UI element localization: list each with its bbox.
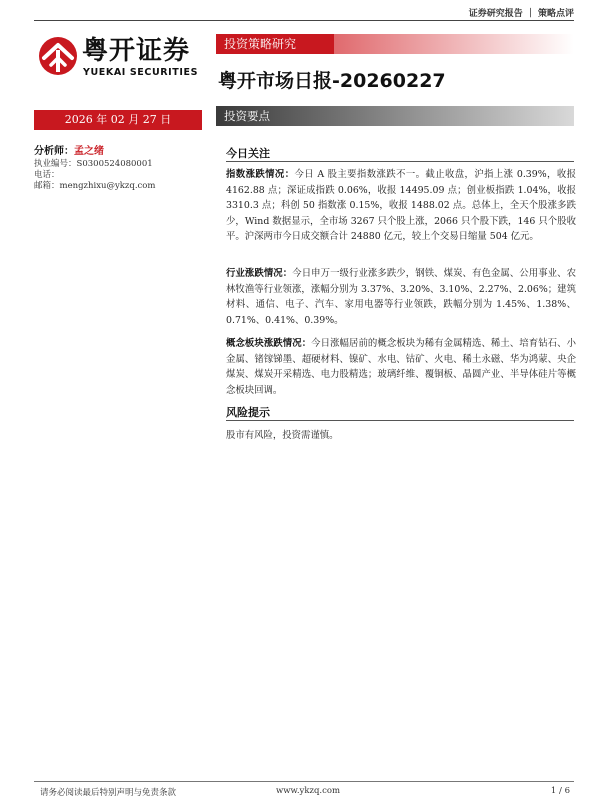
paragraph-concept — [226, 336, 576, 398]
analyst-name-label: 分析师： — [34, 146, 74, 157]
footer-disclaimer: 请务必阅读最后特别声明与免责条款 — [40, 788, 177, 798]
analyst-license: S0300524080001 — [76, 159, 153, 169]
index-lead: 指数涨跌情况： — [226, 169, 295, 180]
logo-text-cn: 粤开证券 — [82, 36, 191, 66]
concept-lead: 概念板块涨跌情况： — [226, 338, 312, 349]
analyst-email-line — [34, 181, 204, 192]
category-banner-fade — [334, 34, 574, 54]
category-banner: 投资策略研究 — [216, 34, 334, 54]
analyst-phone-label: 电话： — [34, 170, 60, 180]
header-divider — [34, 20, 574, 21]
paragraph-industry — [226, 266, 576, 328]
analyst-phone-line — [34, 170, 204, 181]
analyst-license-label: 执业编号： — [34, 159, 77, 169]
paragraph-index — [226, 167, 576, 245]
footer-divider — [34, 781, 574, 782]
section-title-today: 今日关注 — [226, 147, 270, 160]
yuekai-logo-icon — [38, 36, 78, 76]
section-banner: 投资要点 — [216, 106, 574, 126]
industry-lead: 行业涨跌情况： — [226, 268, 293, 279]
concept-text: 今日涨幅居前的概念板块为稀有金属精选、稀土、培育钻石、小金属、锗镓锑墨、超硬材料、镍矿、水电、钴矿、火电、稀土永磁、华为鸿蒙、央企煤炭、煤炭开采精选、电力股精选；玻璃纤维、覆铜板、晶圆产业、半导体硅片等概念板块回调。 — [226, 338, 576, 396]
risk-text: 股市有风险，投资需谨慎。 — [226, 430, 339, 441]
industry-text: 今日申万一级行业涨多跌少，钢铁、煤炭、有色金属、公用事业、农林牧渔等行业领涨，涨幅分别为 3.37%、3.20%、3.10%、2.27%、2.06%；建筑材料、通信、电子、汽车、家用电器等行业领跌，跌幅分别为 1.45%、1.38%、0.71%、0.41%、0.39%。 — [226, 268, 576, 326]
analyst-name-line — [34, 146, 204, 157]
section-title-risk: 风险提示 — [226, 406, 270, 419]
analyst-email-label: 邮箱： — [34, 181, 60, 191]
section-divider-risk — [226, 420, 574, 421]
report-type: 证券研究报告 ｜ 策略点评 — [468, 9, 574, 19]
analyst-license-line — [34, 159, 204, 170]
footer-page-number: 1 / 6 — [550, 786, 570, 796]
analyst-name: 孟之绪 — [74, 146, 104, 157]
section-divider-today — [226, 161, 574, 162]
footer-website: www.ykzq.com — [276, 786, 341, 796]
report-date: 2026 年 02 月 27 日 — [34, 110, 202, 130]
report-title: 粤开市场日报-20260227 — [218, 70, 446, 92]
index-text: 今日 A 股主要指数涨跌不一。截止收盘，沪指上涨 0.39%，收报 4162.88 点；深证成指跌 0.06%，收报 14495.09 点；创业板指跌 1.04%，收报 3310.3 点；科创 50 指数涨 0.15%，收报 1488.02 点。总体上，全天个股涨多跌少，Wind 数据显示，全市场 3267 只个股上涨，2066 只个股下跌，146 只个股收平。沪深两市今日成交额合计 24880 亿元，较上个交易日缩量 504 亿元。 — [226, 169, 576, 243]
analyst-email: mengzhixu@ykzq.com — [59, 181, 156, 191]
analyst-info — [34, 146, 204, 192]
logo-text-en: YUEKAI SECURITIES — [83, 67, 199, 78]
